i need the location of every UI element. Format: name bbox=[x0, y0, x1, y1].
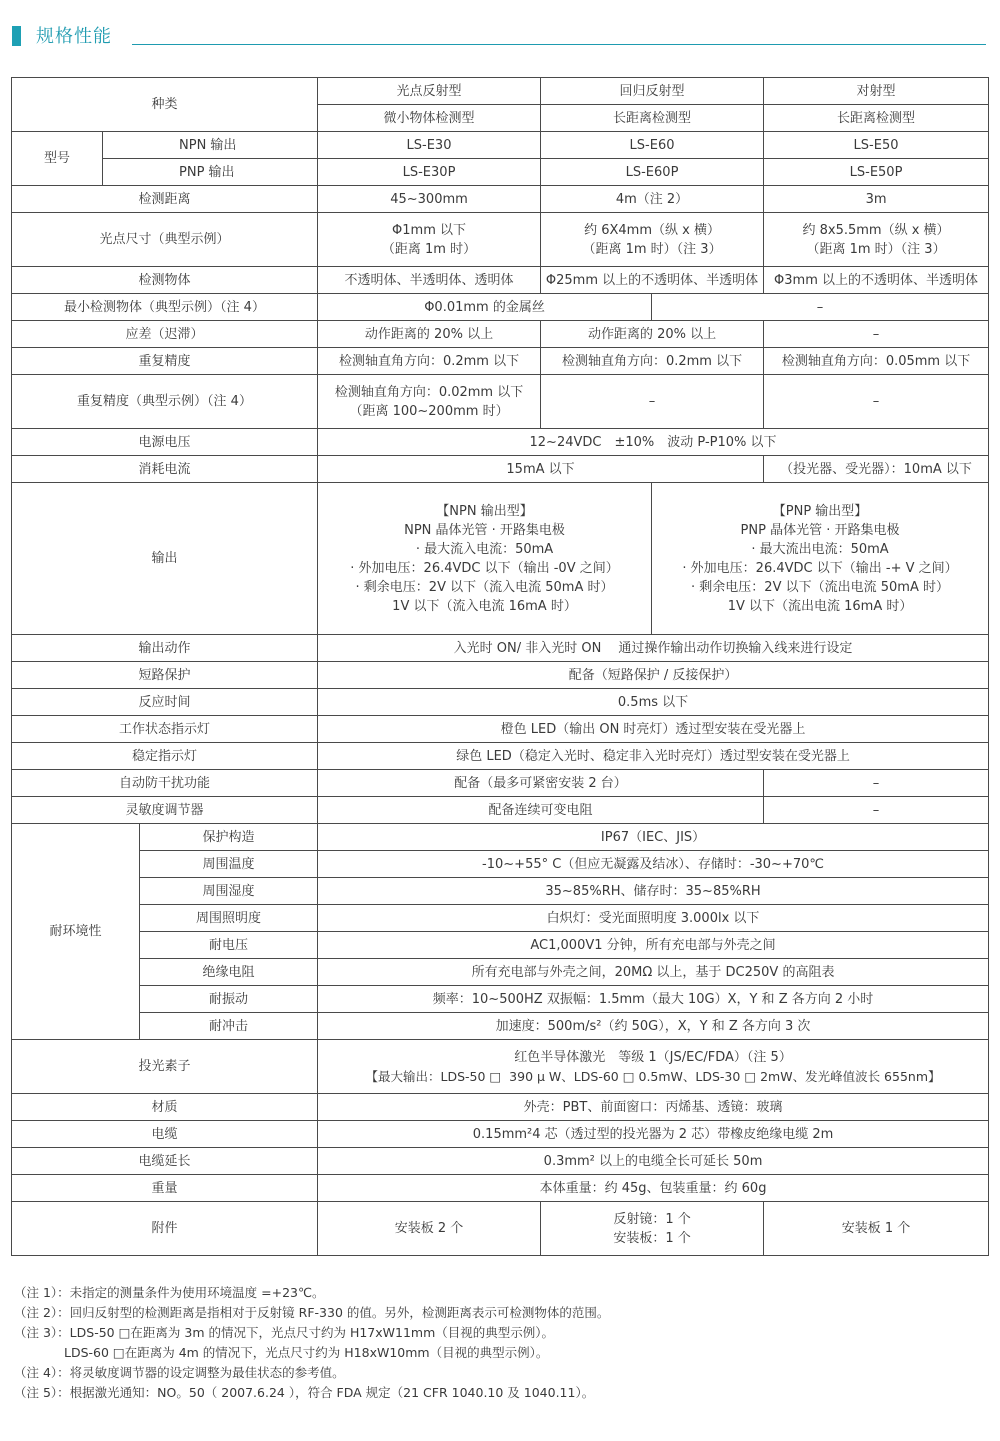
spot-2-line1: 约 6X4mm（纵 x 横） bbox=[584, 222, 720, 238]
spot-1 bbox=[318, 213, 541, 267]
weight-value: 本体重量：约 45g、包装重量：约 60g bbox=[318, 1175, 989, 1202]
cable-value: 0.15mm²4 芯（透过型的投光器为 2 芯）带橡皮绝缘电缆 2m bbox=[318, 1121, 989, 1148]
npn-model-1: LS-E30 bbox=[318, 132, 541, 159]
kind-label: 种类 bbox=[12, 78, 318, 132]
table-row bbox=[12, 429, 989, 456]
pnp-model-1: LS-E30P bbox=[318, 159, 541, 186]
table-row bbox=[12, 321, 989, 348]
spot-1-line1: Φ1mm 以下 bbox=[392, 222, 466, 238]
repeat-typ-label: 重复精度（典型示例）（注 4） bbox=[12, 375, 318, 429]
spec-table bbox=[11, 77, 989, 1256]
table-row bbox=[12, 986, 989, 1013]
npn-line: NPN 晶体光管 · 开路集电极 bbox=[404, 522, 565, 538]
env-item-value: -10~+55° C（但应无凝露及结冰）、存储时：-30~+70℃ bbox=[318, 851, 989, 878]
supply-label: 电源电压 bbox=[12, 429, 318, 456]
pnp-model-2: LS-E60P bbox=[541, 159, 764, 186]
table-row bbox=[12, 267, 989, 294]
table-row bbox=[12, 851, 989, 878]
env-item-label: 耐冲击 bbox=[140, 1013, 318, 1040]
repeat-label: 重复精度 bbox=[12, 348, 318, 375]
env-item-value: 加速度：500m/s²（约 50G），X，Y 和 Z 各方向 3 次 bbox=[318, 1013, 989, 1040]
repeat-typ-1-line1: 检测轴直角方向：0.02mm 以下 bbox=[334, 384, 524, 400]
spot-3-line2: （距离 1m 时）（注 3） bbox=[806, 241, 946, 257]
response-value: 0.5ms 以下 bbox=[318, 689, 989, 716]
spot-3-line1: 约 8x5.5mm（纵 x 横） bbox=[802, 222, 950, 238]
table-row bbox=[12, 932, 989, 959]
spot-2 bbox=[541, 213, 764, 267]
anti-interf-3: – bbox=[764, 770, 989, 797]
table-row bbox=[12, 159, 989, 186]
anti-interf-label: 自动防干扰功能 bbox=[12, 770, 318, 797]
env-item-label: 周围湿度 bbox=[140, 878, 318, 905]
accessory-label: 附件 bbox=[12, 1202, 318, 1256]
accessory-1: 安装板 2 个 bbox=[318, 1202, 541, 1256]
table-row bbox=[12, 797, 989, 824]
emitter-value bbox=[318, 1040, 989, 1094]
out-action-value: 入光时 ON/ 非入光时 ON 通过操作输出动作切换输入线来进行设定 bbox=[318, 635, 989, 662]
pnp-line: 1V 以下（流出电流 16mA 时） bbox=[727, 598, 913, 614]
cable-label: 电缆 bbox=[12, 1121, 318, 1148]
env-item-label: 周围照明度 bbox=[140, 905, 318, 932]
env-item-value: IP67（IEC、JIS） bbox=[318, 824, 989, 851]
object-3: Φ3mm 以上的不透明体、半透明体 bbox=[764, 267, 989, 294]
col2-sub: 长距离检测型 bbox=[541, 105, 764, 132]
env-item-label: 耐振动 bbox=[140, 986, 318, 1013]
sensitivity-label: 灵敏度调节器 bbox=[12, 797, 318, 824]
distance-2: 4m（注 2） bbox=[541, 186, 764, 213]
table-row bbox=[12, 186, 989, 213]
table-row bbox=[12, 878, 989, 905]
hysteresis-label: 应差（迟滞） bbox=[12, 321, 318, 348]
npn-line: 【NPN 输出型】 bbox=[436, 503, 533, 519]
response-label: 反应时间 bbox=[12, 689, 318, 716]
emitter-line1: 红色半导体激光 等级 1（JS/EC/FDA）（注 5） bbox=[514, 1049, 792, 1065]
npn-label: NPN 输出 bbox=[103, 132, 318, 159]
material-label: 材质 bbox=[12, 1094, 318, 1121]
env-item-label: 周围温度 bbox=[140, 851, 318, 878]
npn-line: · 剩余电压：2V 以下（流入电流 50mA 时） bbox=[355, 579, 614, 595]
hysteresis-1: 动作距离的 20% 以上 bbox=[318, 321, 541, 348]
footnotes bbox=[14, 1283, 609, 1403]
env-item-label: 绝缘电阻 bbox=[140, 959, 318, 986]
col1-sub: 微小物体检测型 bbox=[318, 105, 541, 132]
col3-sub: 长距离检测型 bbox=[764, 105, 989, 132]
footnote: （注 1）：未指定的测量条件为使用环境温度 =+23℃。 bbox=[14, 1285, 325, 1300]
table-row bbox=[12, 456, 989, 483]
npn-model-3: LS-E50 bbox=[764, 132, 989, 159]
env-item-value: 频率：10~500HZ 双振幅：1.5mm（最大 10G）X，Y 和 Z 各方向 2 小时 bbox=[318, 986, 989, 1013]
model-label: 型号 bbox=[12, 132, 103, 186]
cable-ext-label: 电缆延长 bbox=[12, 1148, 318, 1175]
footnote: （注 3）：LDS-50 □在距离为 3m 的情况下，光点尺寸约为 H17xW11mm（目视的典型示例）。 bbox=[14, 1325, 555, 1340]
pnp-model-3: LS-E50P bbox=[764, 159, 989, 186]
hysteresis-3: – bbox=[764, 321, 989, 348]
spot-1-line2: （距离 1m 时） bbox=[381, 241, 477, 257]
table-row bbox=[12, 213, 989, 267]
table-row bbox=[12, 770, 989, 797]
table-row bbox=[12, 483, 989, 635]
stable-led-value: 绿色 LED（稳定入光时、稳定非入光时亮灯）透过型安装在受光器上 bbox=[318, 743, 989, 770]
emitter-label: 投光素子 bbox=[12, 1040, 318, 1094]
env-item-label: 保护构造 bbox=[140, 824, 318, 851]
pnp-line: 【PNP 输出型】 bbox=[772, 503, 868, 519]
footnote: （注 2）：回归反射型的检测距离是指相对于反射镜 RF-330 的值。另外，检测距离表示可检测物体的范围。 bbox=[14, 1305, 610, 1320]
spot-3 bbox=[764, 213, 989, 267]
emitter-line2: 【最大输出：LDS-50 □ 390 μ W、LDS-60 □ 0.5mW、LDS-30 □ 2mW、发光峰值波长 655nm】 bbox=[365, 1068, 941, 1084]
distance-label: 检测距离 bbox=[12, 186, 318, 213]
object-label: 检测物体 bbox=[12, 267, 318, 294]
distance-3: 3m bbox=[764, 186, 989, 213]
env-item-value: 所有充电部与外壳之间，20MΩ 以上，基于 DC250V 的高阻表 bbox=[318, 959, 989, 986]
table-row bbox=[12, 1202, 989, 1256]
sensitivity-3: – bbox=[764, 797, 989, 824]
short-label: 短路保护 bbox=[12, 662, 318, 689]
repeat-2: 检测轴直角方向：0.2mm 以下 bbox=[541, 348, 764, 375]
accessory-2-line2: 安装板：1 个 bbox=[613, 1230, 691, 1246]
col2-type: 回归反射型 bbox=[541, 78, 764, 105]
repeat-typ-1 bbox=[318, 375, 541, 429]
spot-2-line2: （距离 1m 时）（注 3） bbox=[582, 241, 722, 257]
output-pnp bbox=[652, 483, 989, 635]
table-row bbox=[12, 824, 989, 851]
section-rule bbox=[132, 44, 986, 45]
npn-model-2: LS-E60 bbox=[541, 132, 764, 159]
out-action-label: 输出动作 bbox=[12, 635, 318, 662]
col3-type: 对射型 bbox=[764, 78, 989, 105]
output-label: 输出 bbox=[12, 483, 318, 635]
output-npn bbox=[318, 483, 652, 635]
footnote: LDS-60 □在距离为 4m 的情况下，光点尺寸约为 H18xW10mm（目视的典型示例）。 bbox=[14, 1345, 549, 1360]
env-item-label: 耐电压 bbox=[140, 932, 318, 959]
col1-type: 光点反射型 bbox=[318, 78, 541, 105]
stable-led-label: 稳定指示灯 bbox=[12, 743, 318, 770]
repeat-3: 检测轴直角方向：0.05mm 以下 bbox=[764, 348, 989, 375]
min-object-3: – bbox=[652, 294, 989, 321]
env-item-value: 35~85%RH、储存时：35~85%RH bbox=[318, 878, 989, 905]
hysteresis-2: 动作距离的 20% 以上 bbox=[541, 321, 764, 348]
table-row bbox=[12, 1175, 989, 1202]
current-label: 消耗电流 bbox=[12, 456, 318, 483]
pnp-line: · 最大流出电流：50mA bbox=[751, 541, 889, 557]
env-item-value: AC1,000V1 分钟，所有充电部与外壳之间 bbox=[318, 932, 989, 959]
table-row bbox=[12, 905, 989, 932]
table-row bbox=[12, 635, 989, 662]
table-row bbox=[12, 1121, 989, 1148]
footnote: （注 5）：根据激光通知：NO。50（ 2007.6.24 ），符合 FDA 规定（21 CFR 1040.10 及 1040.11）。 bbox=[14, 1385, 595, 1400]
table-row bbox=[12, 1094, 989, 1121]
npn-line: · 外加电压：26.4VDC 以下（输出 -0V 之间） bbox=[350, 560, 619, 576]
table-row bbox=[12, 375, 989, 429]
sensitivity-12: 配备连续可变电阻 bbox=[318, 797, 764, 824]
pnp-line: PNP 晶体光管 · 开路集电极 bbox=[740, 522, 900, 538]
object-2: Φ25mm 以上的不透明体、半透明体 bbox=[541, 267, 764, 294]
pnp-line: · 外加电压：26.4VDC 以下（输出 -+ V 之间） bbox=[682, 560, 958, 576]
table-row bbox=[12, 1148, 989, 1175]
table-row bbox=[12, 1013, 989, 1040]
weight-label: 重量 bbox=[12, 1175, 318, 1202]
table-row bbox=[12, 78, 989, 105]
spot-label: 光点尺寸（典型示例） bbox=[12, 213, 318, 267]
anti-interf-12: 配备（最多可紧密安装 2 台） bbox=[318, 770, 764, 797]
repeat-typ-2: – bbox=[541, 375, 764, 429]
accessory-2 bbox=[541, 1202, 764, 1256]
accessory-2-line1: 反射镜：1 个 bbox=[613, 1211, 691, 1227]
current-12: 15mA 以下 bbox=[318, 456, 764, 483]
short-value: 配备（短路保护 / 反接保护） bbox=[318, 662, 989, 689]
repeat-1: 检测轴直角方向：0.2mm 以下 bbox=[318, 348, 541, 375]
accessory-3: 安装板 1 个 bbox=[764, 1202, 989, 1256]
pnp-line: · 剩余电压：2V 以下（流出电流 50mA 时） bbox=[691, 579, 949, 595]
material-value: 外壳：PBT、前面窗口：丙烯基、透镜：玻璃 bbox=[318, 1094, 989, 1121]
npn-line: · 最大流入电流：50mA bbox=[415, 541, 554, 557]
repeat-typ-3: – bbox=[764, 375, 989, 429]
table-row bbox=[12, 689, 989, 716]
supply-value: 12~24VDC ±10% 波动 P-P10% 以下 bbox=[318, 429, 989, 456]
cable-ext-value: 0.3mm² 以上的电缆全长可延长 50m bbox=[318, 1148, 989, 1175]
distance-1: 45~300mm bbox=[318, 186, 541, 213]
table-row bbox=[12, 1040, 989, 1094]
table-row bbox=[12, 348, 989, 375]
table-row bbox=[12, 743, 989, 770]
section-header bbox=[12, 24, 986, 50]
section-title: 规格性能 bbox=[36, 26, 112, 47]
table-row bbox=[12, 132, 989, 159]
op-led-value: 橙色 LED（输出 ON 时亮灯）透过型安装在受光器上 bbox=[318, 716, 989, 743]
footnote: （注 4）：将灵敏度调节器的设定调整为最佳状态的参考值。 bbox=[14, 1365, 345, 1380]
env-item-value: 白炽灯：受光面照明度 3.000lx 以下 bbox=[318, 905, 989, 932]
op-led-label: 工作状态指示灯 bbox=[12, 716, 318, 743]
table-row bbox=[12, 294, 989, 321]
env-label: 耐环境性 bbox=[12, 824, 140, 1040]
table-row bbox=[12, 716, 989, 743]
min-object-12: Φ0.01mm 的金属丝 bbox=[318, 294, 652, 321]
current-3: （投光器、受光器）：10mA 以下 bbox=[764, 456, 989, 483]
pnp-label: PNP 输出 bbox=[103, 159, 318, 186]
table-row bbox=[12, 662, 989, 689]
npn-line: 1V 以下（流入电流 16mA 时） bbox=[392, 598, 577, 614]
object-1: 不透明体、半透明体、透明体 bbox=[318, 267, 541, 294]
repeat-typ-1-line2: （距离 100~200mm 时） bbox=[349, 403, 509, 419]
min-object-label: 最小检测物体（典型示例）（注 4） bbox=[12, 294, 318, 321]
table-row bbox=[12, 959, 989, 986]
section-marker bbox=[12, 26, 21, 46]
